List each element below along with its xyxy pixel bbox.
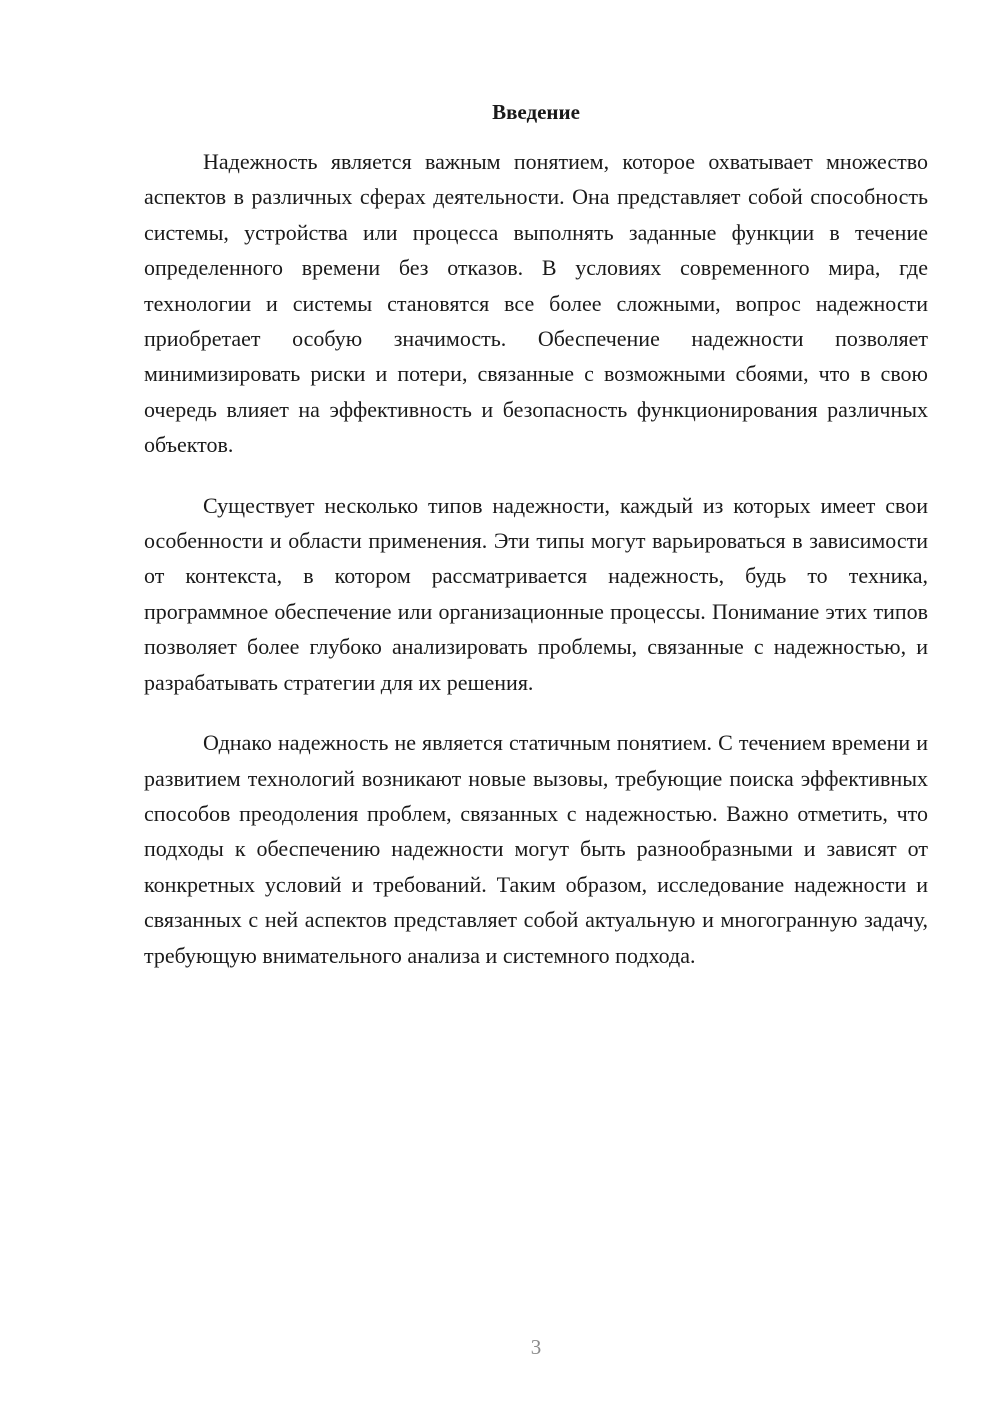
paragraph-2: Существует несколько типов надежности, каждый из которых имеет свои особенности и области применения. Эти типы могут варьироваться в зависимости от контекста, в котором рассматривается надежность, будь то техника, программное обеспечение или организационные процессы. Понимание этих типов позволяет более глубоко анализировать проблемы, связанные с надежностью, и разрабатывать стратегии для их решения. [144,492,928,695]
document-body [144,144,928,998]
paragraph-3: Однако надежность не является статичным понятием. С течением времени и развитием технологий возникают новые вызовы, требующие поиска эффективных способов преодоления проблем, связанных с надежностью. Важно отметить, что подходы к обеспечению надежности могут быть разнообразными и зависят от конкретных условий и требований. Таким образом, исследование надежности и связанных с ней аспектов представляет собой актуальную и многогранную задачу, требующую внимательного анализа и системного подхода. [144,730,928,968]
page-title: Введение [492,100,580,124]
page-number: 3 [530,1335,542,1359]
paragraph-1: Надежность является важным понятием, которое охватывает множество аспектов в различных сферах деятельности. Она представляет собой способность системы, устройства или процесса выполнять заданные функции в течение определенного времени без отказов. В условиях современного мира, где технологии и системы становятся все более сложными, вопрос надежности приобретает особую значимость. Обеспечение надежности позволяет минимизировать риски и потери, связанные с возможными сбоями, что в свою очередь влияет на эффективность и безопасность функционирования различных объектов. [144,149,928,458]
